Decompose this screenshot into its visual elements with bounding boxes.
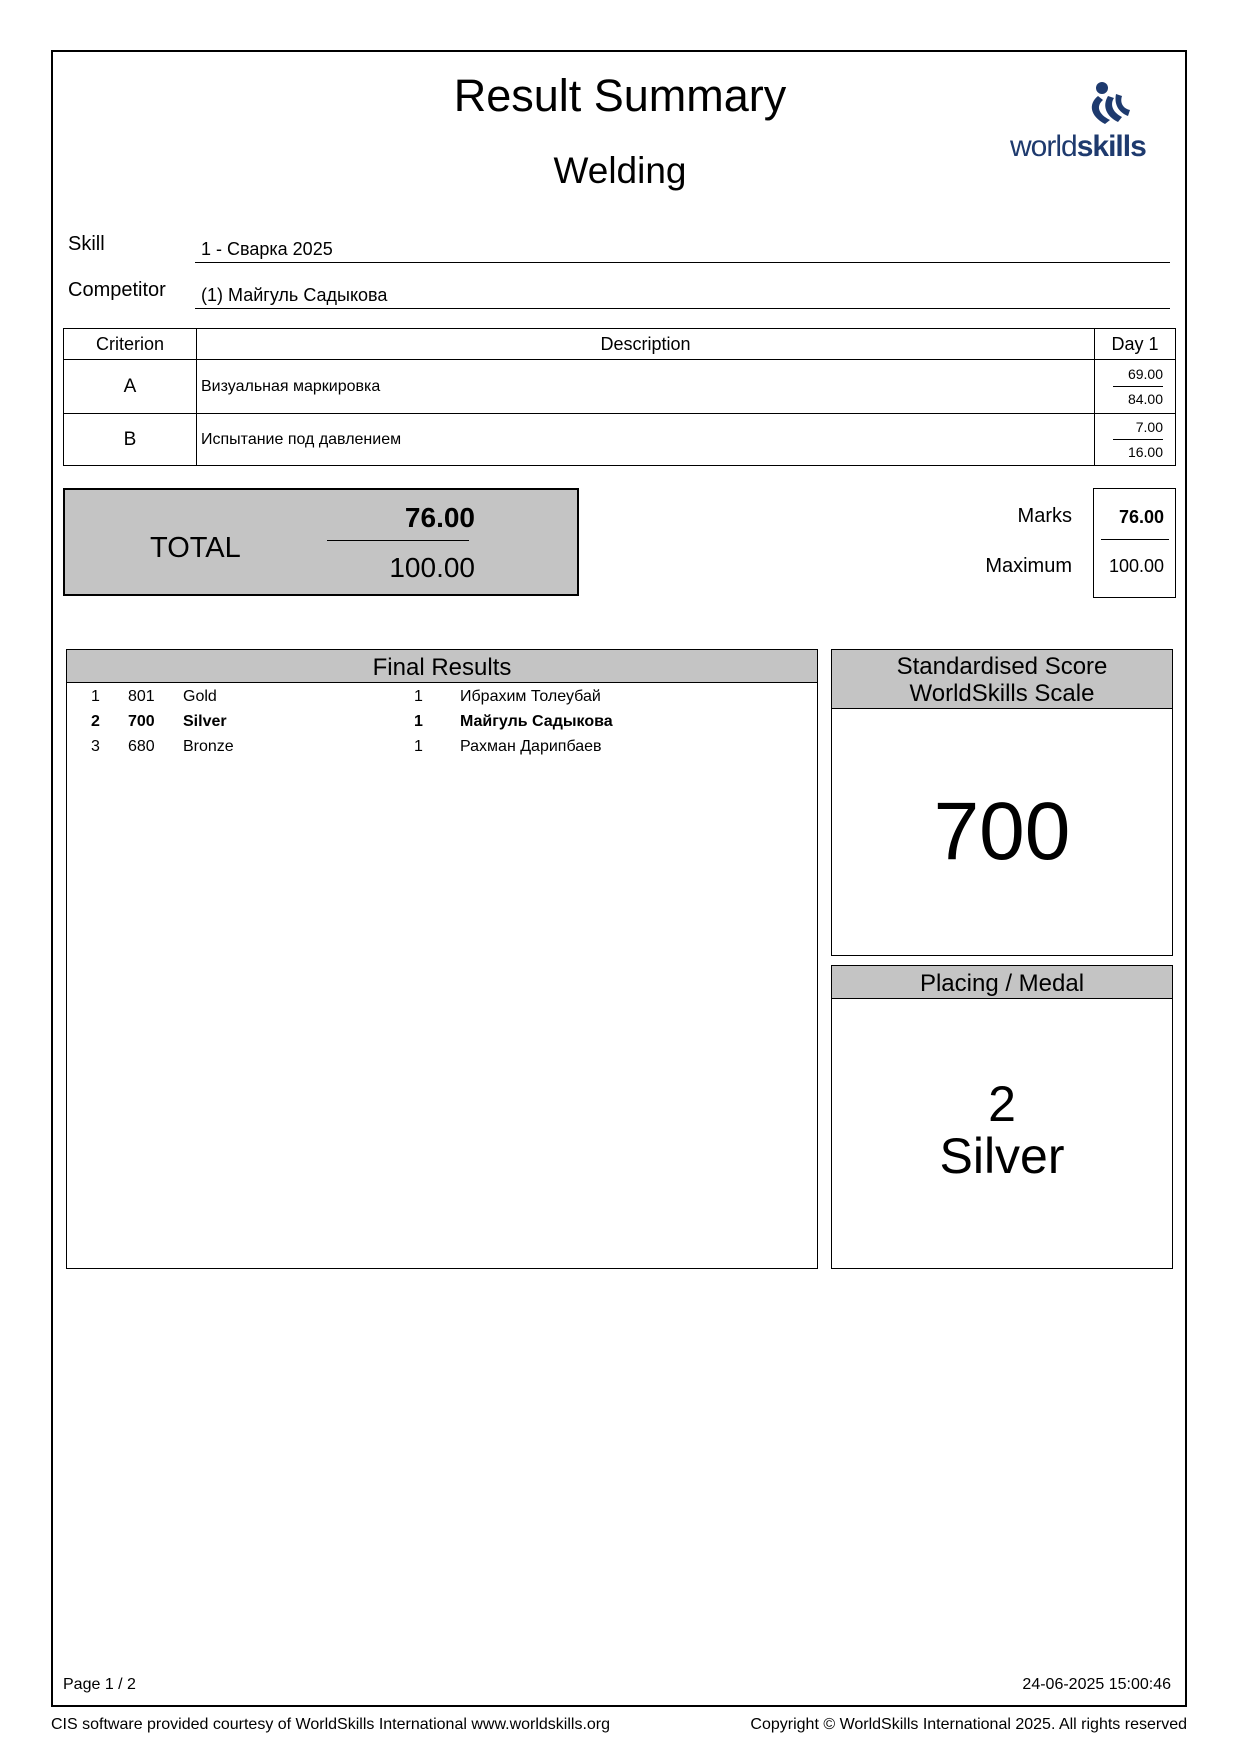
result-name: Ибрахим Толеубай — [460, 688, 601, 705]
result-member: 1 — [414, 713, 423, 730]
table-row — [64, 360, 1176, 414]
standardised-score-title-line2: WorldSkills Scale — [909, 680, 1095, 707]
marks-box — [1093, 488, 1176, 598]
result-name: Майгуль Садыкова — [460, 713, 613, 730]
max-value: 84.00 — [1127, 391, 1163, 407]
marks-value: 76.00 — [1118, 507, 1164, 527]
maximum-value: 100.00 — [1108, 556, 1164, 576]
total-box — [63, 488, 579, 596]
skill-label: Skill — [68, 233, 105, 255]
total-label: TOTAL — [150, 532, 241, 564]
courtesy-text: CIS software provided courtesy of WorldSkills International www.worldskills.org — [51, 1716, 611, 1733]
copyright-text: Copyright © WorldSkills International 2025. All rights reserved — [750, 1716, 1187, 1733]
criteria-header-row — [64, 329, 1176, 360]
result-medal: Bronze — [183, 738, 234, 755]
final-results-panel — [66, 649, 818, 1269]
skill-value: 1 - Сварка 2025 — [195, 235, 1170, 263]
criterion-header: Criterion — [64, 329, 197, 360]
page-number: Page 1 / 2 — [63, 1676, 136, 1693]
final-results-title: Final Results — [67, 650, 817, 683]
result-medal: Gold — [183, 688, 217, 705]
worldskills-emblem-icon — [1010, 82, 1145, 132]
criterion-description: Визуальная маркировка — [197, 360, 1095, 414]
placing-medal-value — [832, 1078, 1172, 1182]
result-member: 1 — [414, 738, 423, 755]
criterion-score — [1095, 360, 1176, 414]
maximum-label: Maximum — [985, 555, 1072, 577]
worldskills-logo — [1010, 82, 1145, 162]
page-title: Result Summary — [453, 70, 787, 121]
result-score: 801 — [128, 688, 155, 705]
result-score: 700 — [128, 713, 155, 730]
placing-medal-panel — [831, 965, 1173, 1269]
placing-medal-title: Placing / Medal — [832, 966, 1172, 999]
standardised-score-title-line1: Standardised Score — [896, 653, 1108, 680]
max-value: 16.00 — [1127, 444, 1163, 460]
day1-header: Day 1 — [1095, 329, 1176, 360]
logo-wordmark: worldskills — [1010, 130, 1146, 163]
result-place: 1 — [91, 688, 100, 705]
total-divider — [327, 540, 469, 541]
result-score: 680 — [128, 738, 155, 755]
placing-value: 2 — [988, 1076, 1016, 1132]
total-max: 100.00 — [389, 552, 475, 583]
list-item — [67, 684, 817, 709]
table-row — [64, 414, 1176, 466]
total-score: 76.00 — [404, 502, 475, 533]
result-name: Рахман Дарипбаев — [460, 738, 602, 755]
medal-value: Silver — [939, 1128, 1065, 1184]
result-member: 1 — [414, 688, 423, 705]
result-place: 2 — [91, 713, 100, 730]
criterion-description: Испытание под давлением — [197, 414, 1095, 466]
print-timestamp: 24-06-2025 15:00:46 — [1022, 1676, 1171, 1693]
criterion-letter: A — [64, 360, 197, 414]
competitor-value: (1) Майгуль Садыкова — [195, 281, 1170, 309]
standardised-score-value: 700 — [933, 786, 1071, 877]
marks-divider — [1101, 539, 1169, 540]
page-subtitle: Welding — [553, 150, 687, 191]
list-item — [67, 709, 817, 734]
list-item — [67, 734, 817, 759]
criterion-letter: B — [64, 414, 197, 466]
criterion-score — [1095, 414, 1176, 466]
competitor-label: Competitor — [68, 279, 166, 301]
score-value: 69.00 — [1113, 362, 1163, 387]
score-value: 7.00 — [1113, 415, 1163, 440]
description-header: Description — [197, 329, 1095, 360]
result-place: 3 — [91, 738, 100, 755]
result-medal: Silver — [183, 713, 227, 730]
standardised-score-panel — [831, 649, 1173, 956]
marks-label: Marks — [1017, 505, 1072, 527]
standardised-score-title — [832, 650, 1172, 709]
criteria-table — [63, 328, 1176, 466]
